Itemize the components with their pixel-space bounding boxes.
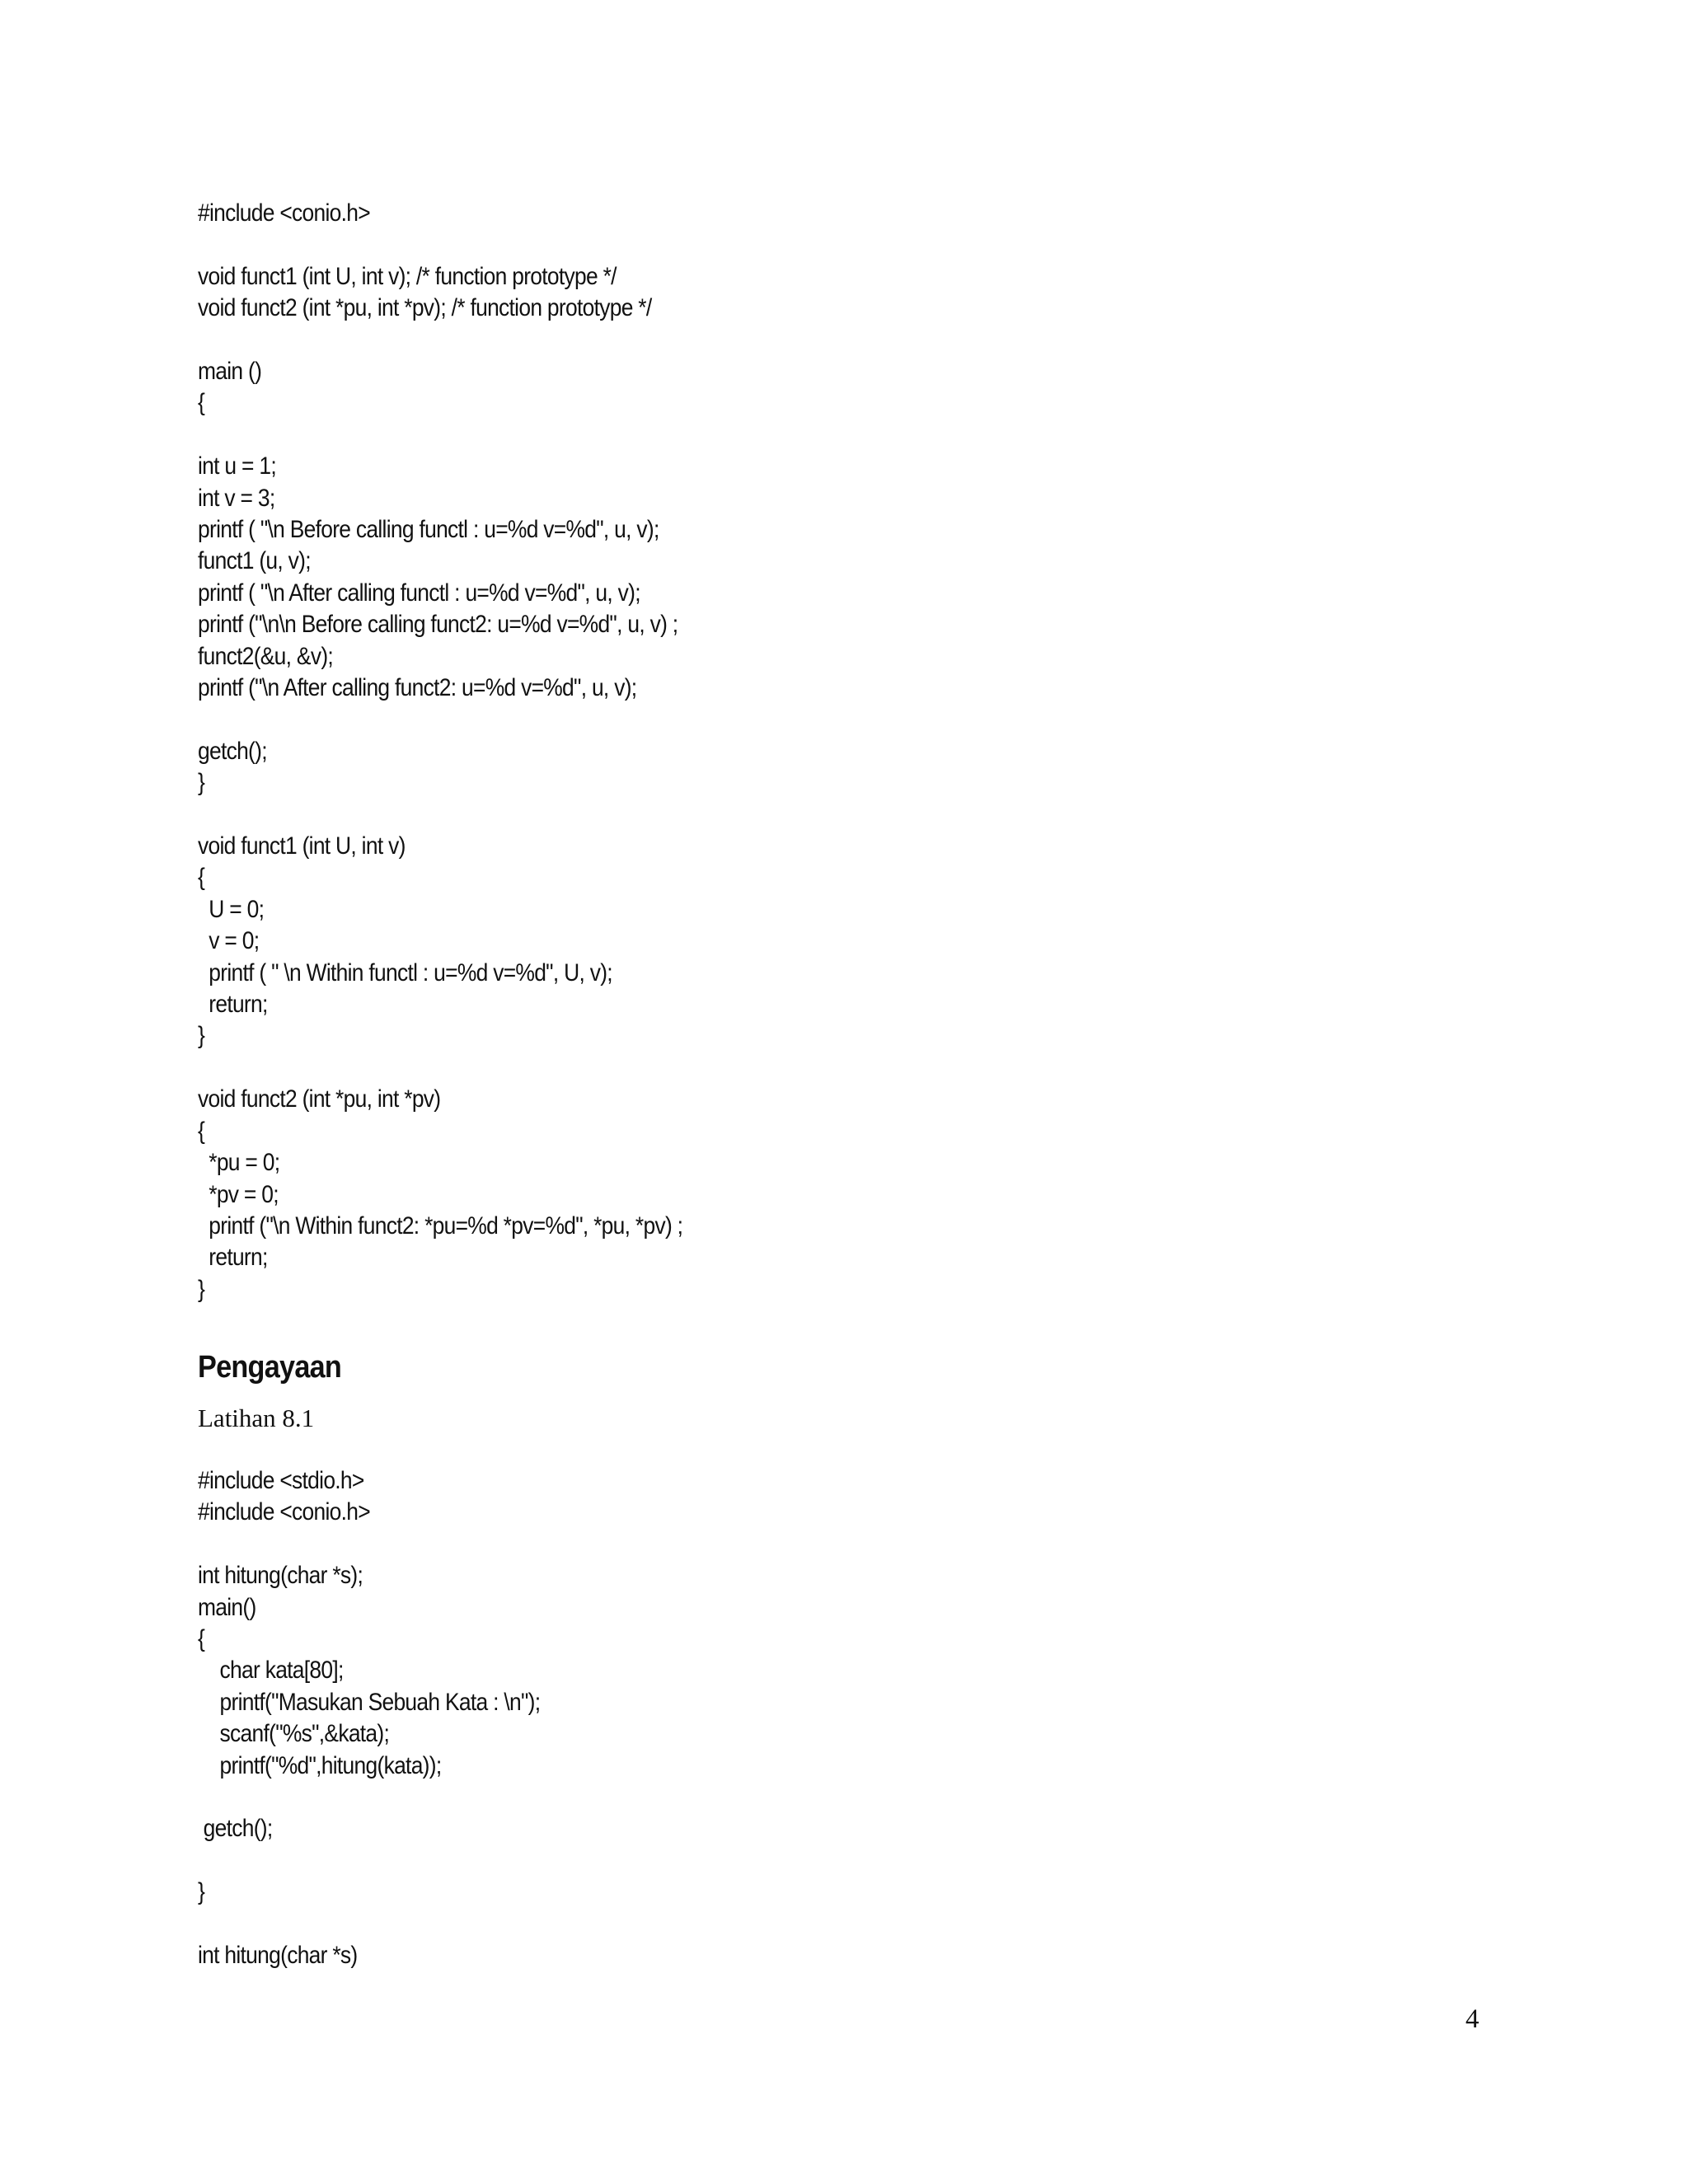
code-line: getch();: [198, 737, 267, 765]
code-line: void funct2 (int *pu, int *pv): [198, 1085, 441, 1113]
code-line: printf ( "\n After calling functl : u=%d v=%d", u, v);: [198, 579, 640, 607]
code-line: void funct1 (int U, int v); /* function prototype */: [198, 262, 617, 290]
code-line: [198, 704, 682, 735]
code-line: int hitung(char *s): [198, 1942, 358, 1970]
code-line: [198, 1909, 540, 1940]
code-line: [198, 1529, 540, 1560]
code-line: int v = 3;: [198, 484, 275, 512]
code-line: [198, 799, 682, 831]
code-line: {: [198, 1117, 205, 1145]
code-line: [198, 1782, 540, 1813]
code-line: }: [198, 1275, 205, 1303]
exercise-title: Latihan 8.1: [198, 1404, 315, 1432]
code-line: void funct1 (int U, int v): [198, 832, 406, 860]
page-number: 4: [1465, 2004, 1479, 2034]
code-line: return;: [198, 991, 268, 1019]
code-line: printf("Masukan Sebuah Kata : \n");: [198, 1688, 541, 1716]
code-line: {: [198, 1625, 205, 1653]
code-line: return;: [198, 1244, 268, 1272]
code-line: printf ("\n Within funct2: *pu=%d *pv=%d", *pu, *pv) ;: [198, 1212, 683, 1240]
code-line: main (): [198, 358, 262, 385]
code-line: printf ( " \n Within functl : u=%d v=%d", U, v);: [198, 958, 612, 987]
code-line: main(): [198, 1593, 256, 1621]
code-line: }: [198, 769, 205, 797]
code-line: }: [198, 1878, 205, 1906]
code-line: printf ("\n\n Before calling funct2: u=%d v=%d", u, v) ;: [198, 611, 678, 639]
code-line: *pu = 0;: [198, 1149, 280, 1177]
code-line: scanf("%s",&kata);: [198, 1720, 390, 1748]
code-line: }: [198, 1022, 205, 1050]
code-line: #include <conio.h>: [198, 1498, 370, 1526]
code-line: char kata[80];: [198, 1657, 344, 1685]
code-line: v = 0;: [198, 927, 260, 955]
code-line: printf ( "\n Before calling functl : u=%d v=%d", u, v);: [198, 516, 659, 544]
code-line: printf ("\n After calling funct2: u=%d v=%d", u, v);: [198, 674, 637, 702]
code-line: int u = 1;: [198, 452, 276, 480]
code-line: [198, 419, 682, 451]
code-line: #include <conio.h>: [198, 199, 370, 227]
code-line: printf("%d",hitung(kata));: [198, 1751, 442, 1779]
code-line: funct2(&u, &v);: [198, 642, 334, 670]
code-listing-exercise: [198, 1465, 540, 1971]
code-line: #include <stdio.h>: [198, 1467, 364, 1494]
code-line: int hitung(char *s);: [198, 1562, 363, 1590]
code-line: {: [198, 864, 205, 892]
code-line: {: [198, 389, 205, 417]
code-line: U = 0;: [198, 895, 265, 923]
code-line: getch();: [198, 1815, 273, 1843]
code-line: [198, 1052, 682, 1084]
code-line: [198, 325, 682, 356]
section-heading: Pengayaan: [198, 1350, 342, 1385]
code-line: *pv = 0;: [198, 1180, 279, 1208]
code-line: funct1 (u, v);: [198, 547, 311, 575]
code-listing-functions: [198, 198, 682, 1305]
code-line: [198, 1845, 540, 1877]
code-line: [198, 229, 682, 260]
code-line: void funct2 (int *pu, int *pv); /* function prototype */: [198, 294, 652, 322]
